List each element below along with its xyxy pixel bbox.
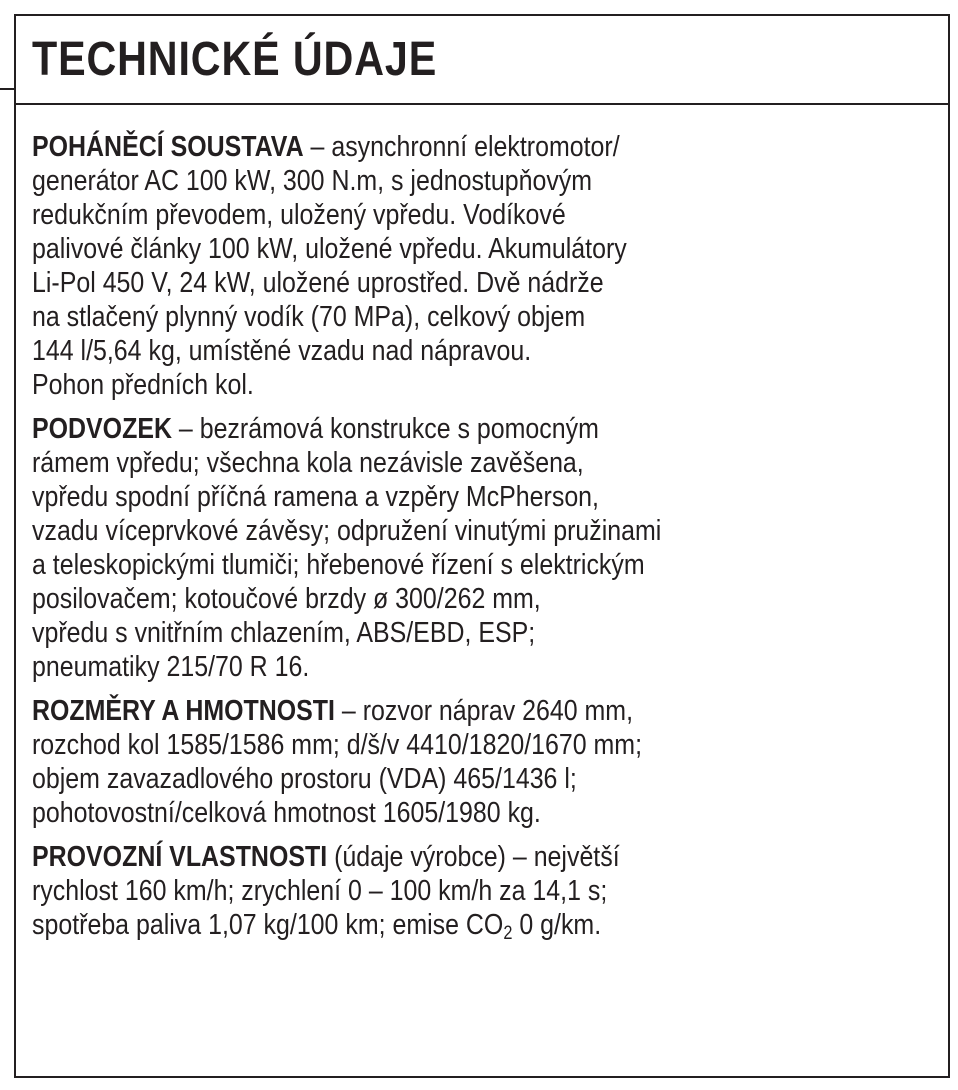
section-line: 144 l/5,64 kg, umístěné vzadu nad nápravou. <box>32 335 532 367</box>
section-text: – rozvor náprav 2640 mm, <box>334 695 634 727</box>
section-first-line <box>32 840 926 874</box>
section-heading: POHÁNĚCÍ SOUSTAVA <box>32 131 304 163</box>
section-last-line <box>32 908 926 942</box>
page-title: TECHNICKÉ ÚDAJE <box>32 33 438 86</box>
section-line: rozchod kol 1585/1586 mm; d/š/v 4410/1820/1670 mm; <box>32 729 643 761</box>
section-chassis <box>32 412 926 684</box>
section-line: rychlost 160 km/h; zrychlení 0 – 100 km/h za 14,1 s; <box>32 875 608 907</box>
header-tick-mark <box>0 88 16 90</box>
section-heading: PODVOZEK <box>32 413 172 445</box>
section-first-line <box>32 130 926 164</box>
section-line: objem zavazadlového prostoru (VDA) 465/1436 l; <box>32 763 577 795</box>
section-line: pneumatiky 215/70 R 16. <box>32 651 310 683</box>
spec-box <box>14 14 950 1078</box>
section-text: – asynchronní elektromotor/ <box>303 131 620 163</box>
section-line: vpředu s vnitřním chlazením, ABS/EBD, ESP; <box>32 617 536 649</box>
emissions-value: 0 g/km. <box>512 909 602 941</box>
section-line: na stlačený plynný vodík (70 MPa), celkový objem <box>32 301 586 333</box>
spec-content <box>32 130 932 952</box>
section-line: Li-Pol 450 V, 24 kW, uložené uprostřed. Dvě nádrže <box>32 267 604 299</box>
section-heading: PROVOZNÍ VLASTNOSTI <box>32 841 328 873</box>
section-dimensions <box>32 694 926 830</box>
section-text: – bezrámová konstrukce s pomocným <box>171 413 599 445</box>
title-bar <box>16 16 948 105</box>
section-first-line <box>32 412 926 446</box>
section-line: rámem vpředu; všechna kola nezávisle zavěšena, <box>32 447 584 479</box>
section-line: pohotovostní/celková hmotnost 1605/1980 kg. <box>32 797 541 829</box>
section-first-line <box>32 694 926 728</box>
section-line: Pohon předních kol. <box>32 369 254 401</box>
section-line: generátor AC 100 kW, 300 N.m, s jednostupňovým <box>32 165 593 197</box>
section-line: vzadu víceprvkové závěsy; odpružení vinutými pružinami <box>32 515 662 547</box>
section-heading: ROZMĚRY A HMOTNOSTI <box>32 695 335 727</box>
section-line: redukčním převodem, uložený vpředu. Vodíkové <box>32 199 566 231</box>
section-performance <box>32 840 926 942</box>
section-line: palivové články 100 kW, uložené vpředu. Akumulátory <box>32 233 627 265</box>
section-text: (údaje výrobce) – největší <box>327 841 620 873</box>
section-powertrain <box>32 130 926 402</box>
section-line: vpředu spodní příčná ramena a vzpěry McPherson, <box>32 481 599 513</box>
co2-subscript: 2 <box>503 923 513 944</box>
emissions-text: spotřeba paliva 1,07 kg/100 km; emise CO <box>32 909 504 941</box>
section-line: posilovačem; kotoučové brzdy ø 300/262 mm, <box>32 583 541 615</box>
section-line: a teleskopickými tlumiči; hřebenové řízení s elektrickým <box>32 549 645 581</box>
